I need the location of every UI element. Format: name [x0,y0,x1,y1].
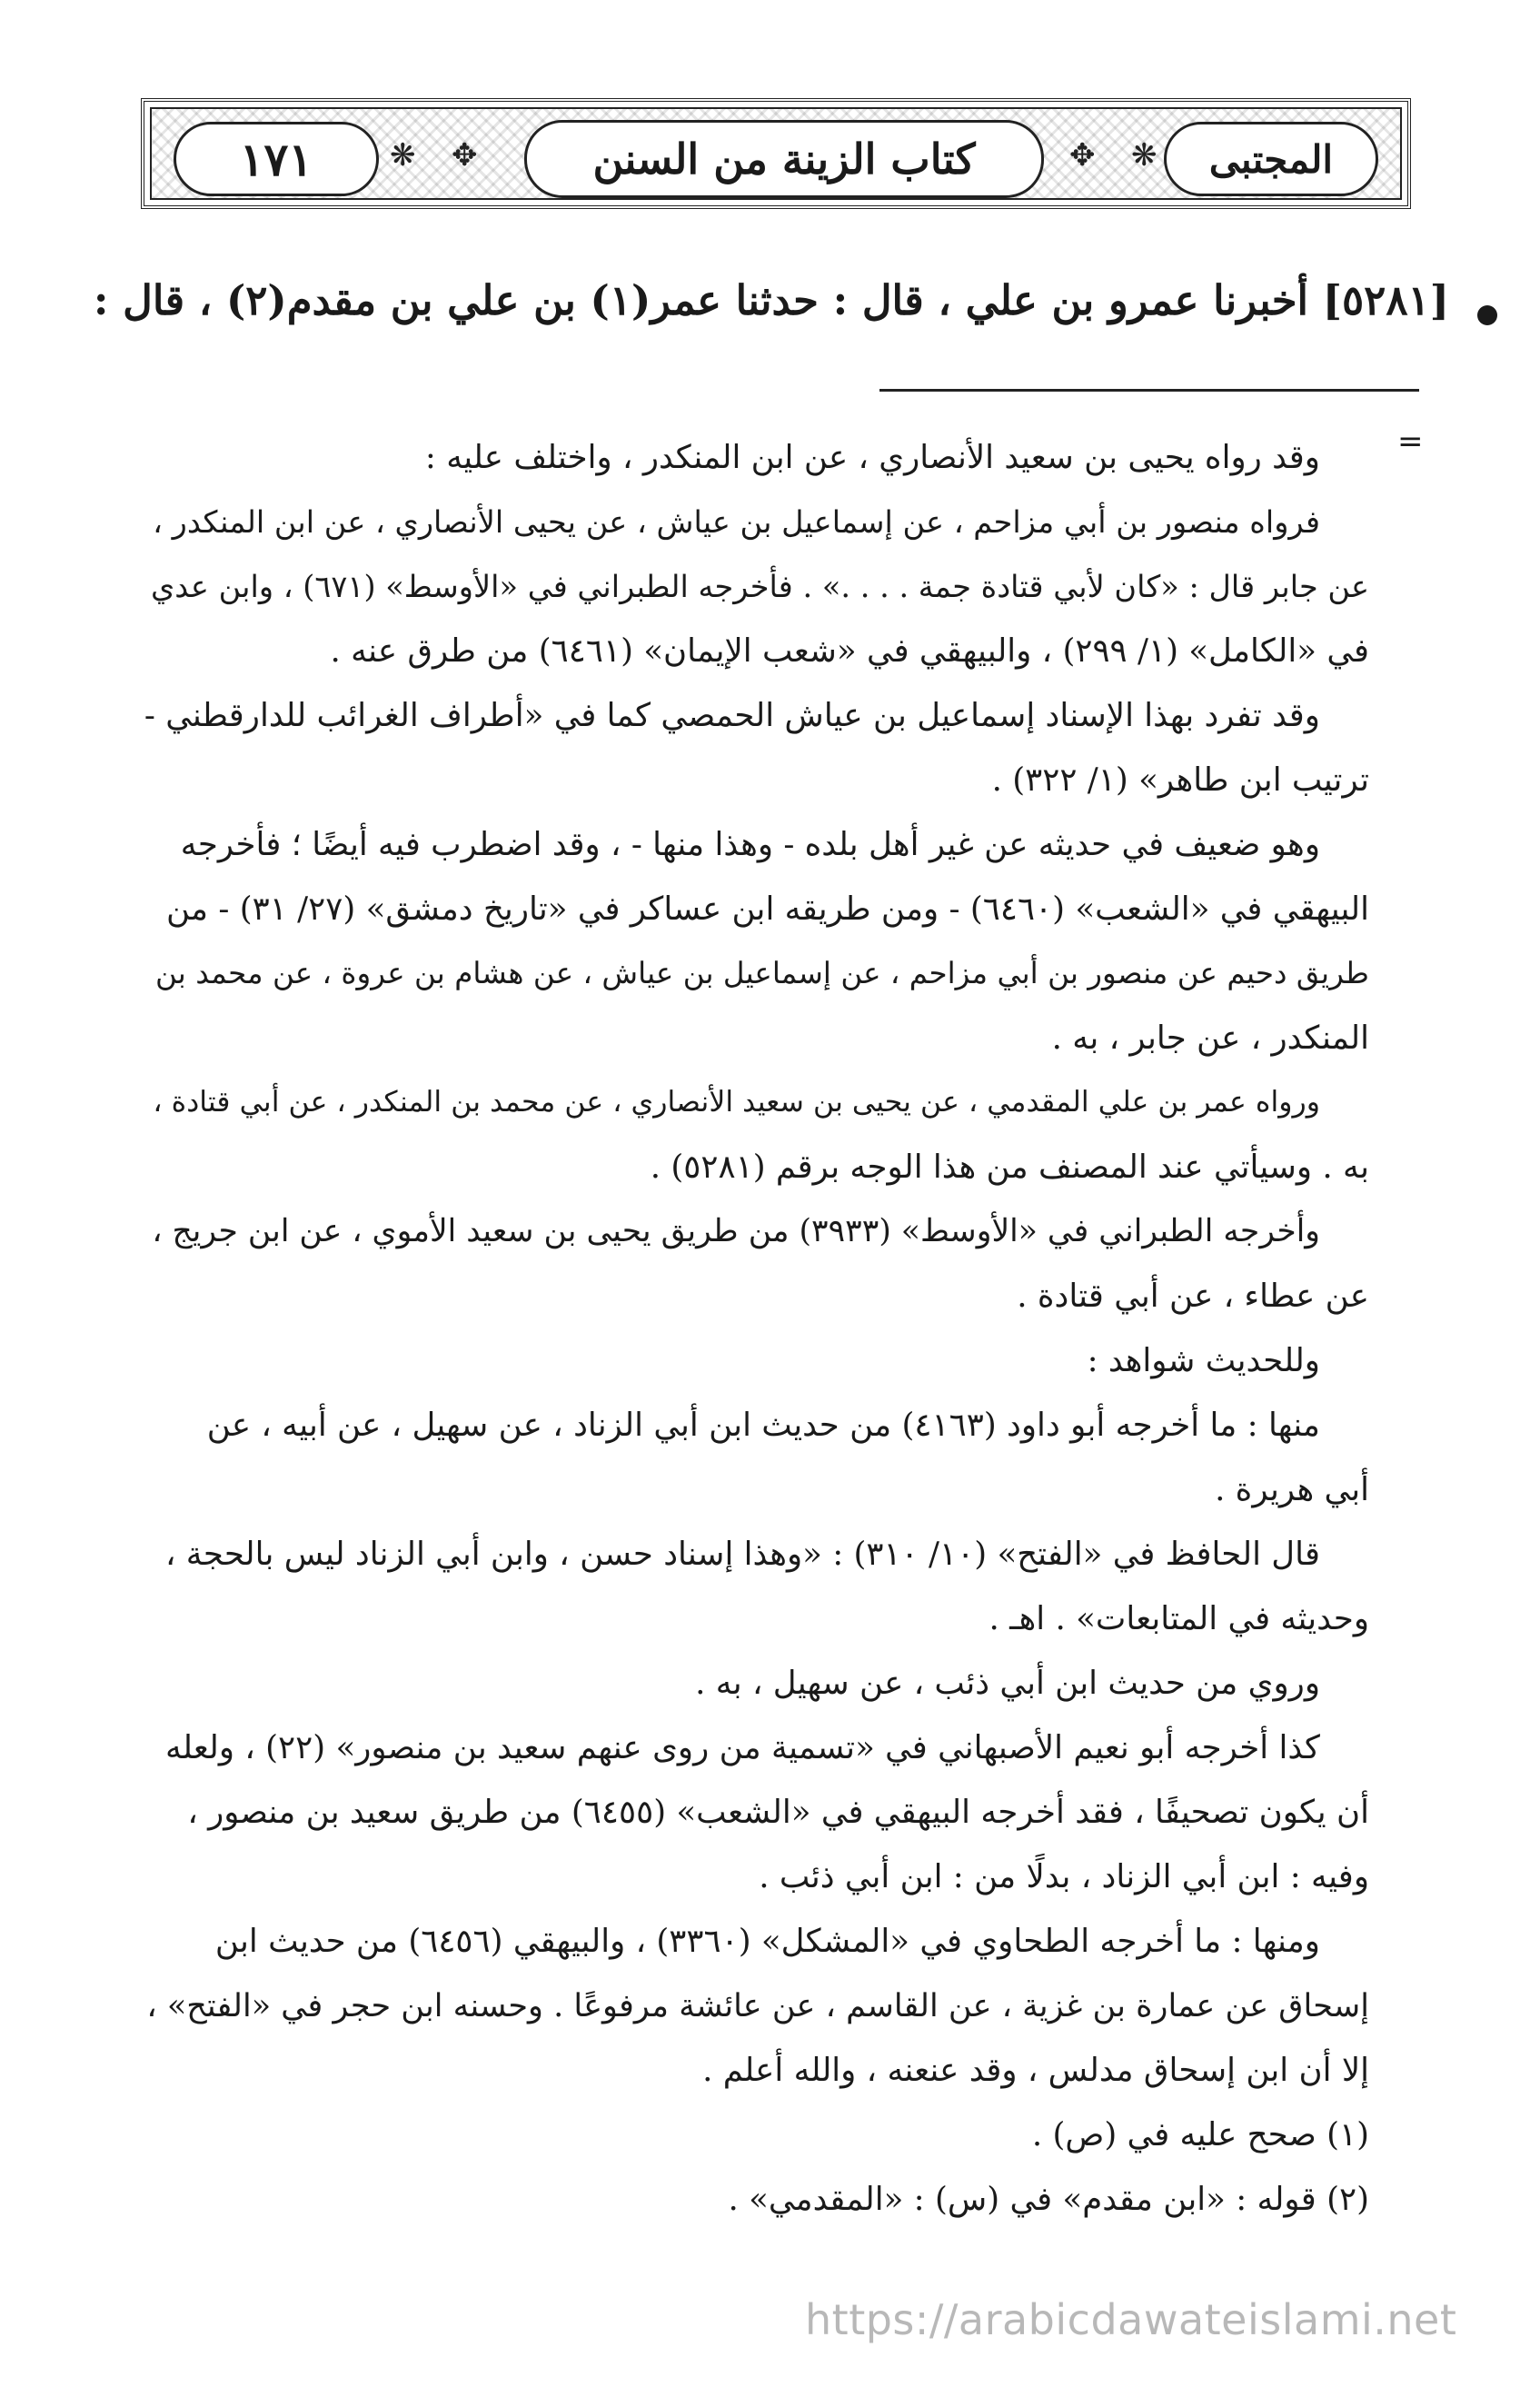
hadith-chain-line: [٥٢٨١] أخبرنا عمرو بن علي ، قال : حدثنا عمر(١) بن علي بن مقدم(٢) ، قال : [93,276,1449,324]
note-line: ترتيب ابن طاهر» (١/ ٣٢٢) . [991,761,1369,799]
page-header [141,98,1411,209]
note-line: وحديثه في المتابعات» . اهـ . [989,1600,1369,1637]
note-line: طريق دحيم عن منصور بن أبي مزاحم ، عن إسماعيل بن عياش ، عن هشام بن عروة ، عن محمد بن [154,956,1369,990]
note-line: عن عطاء ، عن أبي قتادة . [1017,1278,1369,1315]
page-number: ١٧١ [239,132,313,186]
note-line: أن يكون تصحيفًا ، فقد أخرجه البيهقي في «الشعب» (٦٤٥٥) من طريق سعيد بن منصور ، [187,1794,1369,1831]
ornament-icon: ❋ [1131,137,1157,174]
note-line: وهو ضعيف في حديثه عن غير أهل بلده - وهذا منها - ، وقد اضطرب فيه أيضًا ؛ فأخرجه [180,826,1320,863]
note-line: وأخرجه الطبراني في «الأوسط» (٣٩٣٣) من طريق يحيى بن سعيد الأموي ، عن ابن جريج ، [152,1213,1320,1249]
note-line: فرواه منصور بن أبي مزاحم ، عن إسماعيل بن عياش ، عن يحيى الأنصاري ، عن ابن المنكدر ، [153,504,1320,540]
bullet-icon [1477,305,1497,325]
note-line: وقد تفرد بهذا الإسناد إسماعيل بن عياش الحمصي كما في «أطراف الغرائب للدارقطني - [144,697,1320,734]
book-title: المجتبى [1208,136,1334,182]
book-title-cartouche [1164,122,1378,196]
note-line: به . وسيأتي عند المصنف من هذا الوجه برقم (٥٢٨١) . [650,1149,1369,1186]
note-line: كذا أخرجه أبو نعيم الأصبهاني في «تسمية من روى عنهم سعيد بن منصور» (٢٢) ، ولعله [165,1729,1320,1766]
note-line: وفيه : ابن أبي الزناد ، بدلًا من : ابن أبي ذئب . [759,1858,1369,1895]
note-line: عن جابر قال : «كان لأبي قتادة جمة . . . .» . فأخرجه الطبراني في «الأوسط» (٦٧١) ، وابن عدي [151,569,1369,604]
footnote-separator [879,389,1419,392]
note-line: البيهقي في «الشعب» (٦٤٦٠) - ومن طريقه ابن عساكر في «تاريخ دمشق» (٢٧/ ٣١) - من [165,890,1369,928]
note-line: في «الكامل» (١/ ٢٩٩) ، والبيهقي في «شعب الإيمان» (٦٤٦١) من طرق عنه . [330,632,1369,670]
chapter-title: كتاب الزينة من السنن [592,134,976,184]
ornament-icon: ❋ [390,137,416,174]
chapter-title-cartouche [524,120,1044,198]
footnote: (٢) قوله : «ابن مقدم» في (س) : «المقدمي» . [728,2181,1369,2218]
commentary-notes [143,425,1369,2232]
note-line: وقد رواه يحيى بن سعيد الأنصاري ، عن ابن المنكدر ، واختلف عليه : [424,439,1320,476]
ornament-icon: ✥ [452,137,478,174]
note-line: إلا أن ابن إسحاق مدلس ، وقد عنعنه ، والله أعلم . [702,2052,1369,2089]
continuation-mark: = [1397,423,1424,460]
note-line: ومنها : ما أخرجه الطحاوي في «المشكل» (٣٣٦٠) ، والبيهقي (٦٤٥٦) من حديث ابن [214,1923,1320,1960]
footnote: (١) صحح عليه في (ص) . [1031,2116,1369,2153]
note-line: المنكدر ، عن جابر ، به . [1051,1019,1369,1057]
note-line: قال الحافظ في «الفتح» (١٠/ ٣١٠) : «وهذا إسناد حسن ، وابن أبي الزناد ليس بالحجة ، [165,1536,1320,1573]
footnotes [143,2103,1369,2232]
header-ornament-band [150,107,1402,200]
note-line: منها : ما أخرجه أبو داود (٤١٦٣) من حديث ابن أبي الزناد ، عن سهيل ، عن أبيه ، عن [206,1407,1320,1444]
watermark-url: https://arabicdawateislami.net [805,2295,1457,2344]
note-line: وللحديث شواهد : [1087,1342,1320,1379]
note-line: ورواه عمر بن علي المقدمي ، عن يحيى بن سعيد الأنصاري ، عن محمد بن المنكدر ، عن أبي قتادة ، [153,1086,1320,1119]
note-line: وروي من حديث ابن أبي ذئب ، عن سهيل ، به . [695,1665,1320,1702]
ornament-icon: ✥ [1069,137,1096,174]
note-line: أبي هريرة . [1215,1471,1369,1508]
note-line: إسحاق عن عمارة بن غزية ، عن القاسم ، عن عائشة مرفوعًا . وحسنه ابن حجر في «الفتح» ، [146,1987,1369,2024]
page-number-cartouche [174,122,379,196]
